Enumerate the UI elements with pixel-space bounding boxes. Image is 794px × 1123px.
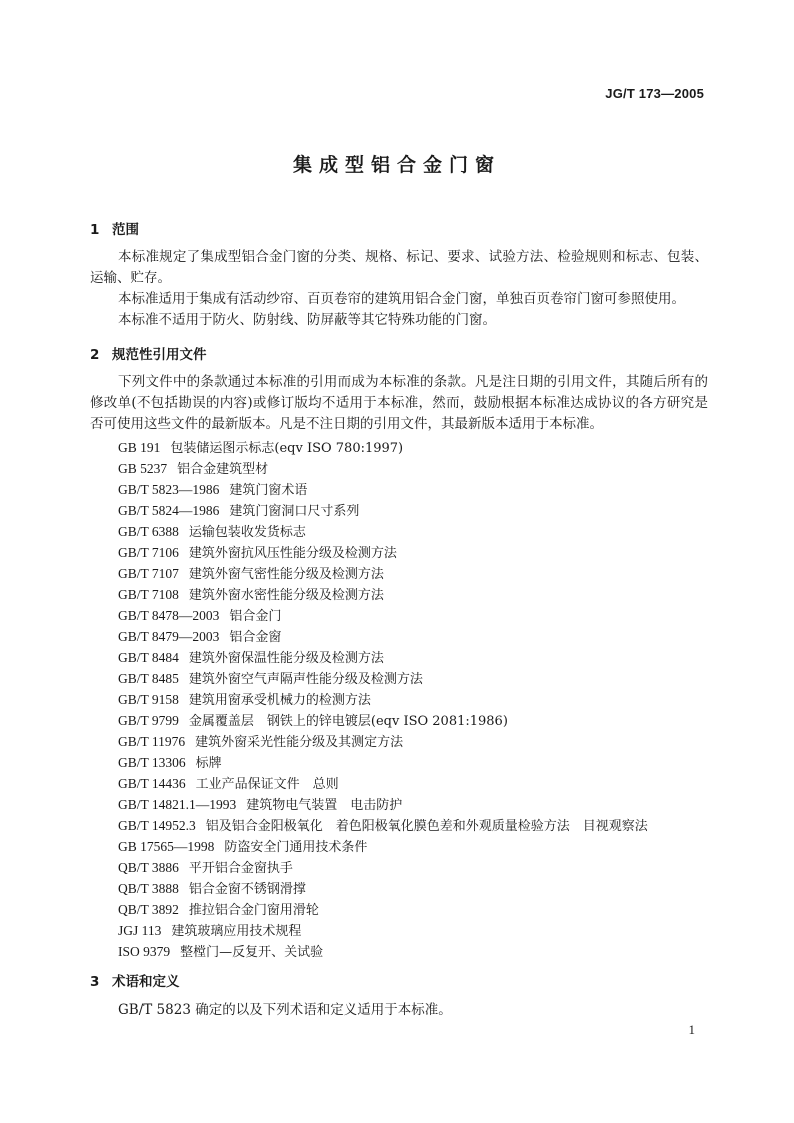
reference-code: QB/T 3886 [118, 860, 179, 875]
reference-code: GB/T 9799 [118, 713, 179, 728]
reference-item [118, 521, 648, 542]
reference-code: QB/T 3888 [118, 881, 179, 896]
section-1-heading [90, 218, 139, 238]
reference-title: 防盗安全门通用技术条件 [224, 840, 368, 855]
section-2-title: 规范性引用文件 [112, 347, 207, 363]
reference-code: GB/T 8478—2003 [118, 608, 220, 623]
reference-item [118, 773, 648, 794]
reference-item [118, 878, 648, 899]
reference-item [118, 920, 648, 941]
section-1-paragraph-2: 本标准适用于集成有活动纱帘、百页卷帘的建筑用铝合金门窗，单独百页卷帘门窗可参照使用。 [118, 291, 685, 307]
reference-item [118, 500, 648, 521]
reference-title: 铝合金窗不锈钢滑撑 [188, 882, 306, 897]
reference-code: GB/T 14436 [118, 776, 186, 791]
reference-code: GB/T 7106 [118, 545, 179, 560]
reference-title: 建筑外窗保温性能分级及检测方法 [188, 651, 384, 666]
reference-code: GB/T 9158 [118, 692, 179, 707]
reference-item [118, 605, 648, 626]
reference-code: JGJ 113 [118, 923, 162, 938]
reference-item [118, 668, 648, 689]
reference-code: GB/T 11976 [118, 734, 186, 749]
reference-item [118, 710, 648, 731]
section-1-paragraph-3: 本标准不适用于防火、防射线、防屏蔽等其它特殊功能的门窗。 [118, 312, 496, 328]
reference-code: GB/T 6388 [118, 524, 179, 539]
page-number: 1 [688, 1022, 695, 1037]
reference-title: 金属覆盖层 钢铁上的锌电镀层(eqv ISO 2081:1986) [188, 714, 508, 729]
reference-code: GB/T 5823—1986 [118, 482, 220, 497]
reference-code: GB/T 14821.1—1993 [118, 797, 237, 812]
reference-item [118, 458, 648, 479]
reference-title: 工业产品保证文件 总则 [195, 777, 339, 792]
reference-title: 建筑外窗抗风压性能分级及检测方法 [188, 546, 397, 561]
reference-code: QB/T 3892 [118, 902, 179, 917]
reference-item [118, 836, 648, 857]
section-2-number: 2 [90, 347, 100, 363]
reference-code: GB/T 7107 [118, 566, 179, 581]
section-2-paragraph-1: 下列文件中的条款通过本标准的引用而成为本标准的条款。凡是注日期的引用文件，其随后所有的修改单(不包括勘误的内容)或修订版均不适用于本标准，然而，鼓励根据本标准达成协议的各方研究是否可使用这些文件的最新版本。凡是不注日期的引用文件，其最新版本适用于本标准。 [90, 374, 708, 432]
reference-title: 整樘门—反复开、关试验 [180, 945, 324, 960]
reference-item [118, 437, 648, 458]
section-3-number: 3 [90, 974, 100, 990]
section-3-paragraph-1: GB/T 5823 确定的以及下列术语和定义适用于本标准。 [118, 1002, 452, 1018]
reference-code: GB/T 7108 [118, 587, 179, 602]
reference-item [118, 731, 648, 752]
reference-code: GB/T 8485 [118, 671, 179, 686]
reference-code: GB/T 5824—1986 [118, 503, 220, 518]
reference-title: 建筑外窗水密性能分级及检测方法 [188, 588, 384, 603]
section-1-paragraph-1: 本标准规定了集成型铝合金门窗的分类、规格、标记、要求、试验方法、检验规则和标志、包装、运输、贮存。 [90, 249, 708, 286]
reference-item [118, 563, 648, 584]
document-title: 集成型铝合金门窗 [292, 154, 501, 176]
reference-title: 铝合金门 [229, 609, 282, 624]
reference-title: 建筑用窗承受机械力的检测方法 [188, 693, 371, 708]
reference-item [118, 941, 648, 962]
reference-title: 推拉铝合金门窗用滑轮 [188, 903, 319, 918]
section-3-heading [90, 970, 180, 990]
reference-item [118, 584, 648, 605]
reference-title: 建筑物电气装置 电击防护 [246, 798, 403, 813]
reference-title: 平开铝合金窗执手 [188, 861, 293, 876]
reference-item [118, 542, 648, 563]
section-1-title: 范围 [112, 222, 139, 238]
reference-title: 运输包装收发货标志 [188, 525, 306, 540]
reference-item [118, 815, 648, 836]
reference-item [118, 857, 648, 878]
reference-title: 建筑外窗气密性能分级及检测方法 [188, 567, 384, 582]
reference-code: GB/T 13306 [118, 755, 186, 770]
reference-title: 铝合金建筑型材 [177, 462, 269, 477]
reference-item [118, 626, 648, 647]
reference-title: 建筑门窗洞口尺寸系列 [229, 504, 360, 519]
reference-title: 建筑玻璃应用技术规程 [171, 924, 302, 939]
reference-item [118, 794, 648, 815]
reference-item [118, 479, 648, 500]
reference-title: 建筑门窗术语 [229, 483, 308, 498]
reference-item [118, 752, 648, 773]
reference-code: GB 5237 [118, 461, 168, 476]
reference-code: GB/T 8479—2003 [118, 629, 220, 644]
reference-title: 铝及铝合金阳极氧化 着色阳极氧化膜色差和外观质量检验方法 目视观察法 [205, 819, 648, 834]
reference-code: GB/T 8484 [118, 650, 179, 665]
reference-item [118, 647, 648, 668]
normative-references-list [118, 437, 648, 962]
reference-title: 包装储运图示标志(eqv ISO 780:1997) [170, 441, 404, 456]
reference-code: GB 191 [118, 440, 161, 455]
section-1-number: 1 [90, 222, 100, 238]
reference-code: ISO 9379 [118, 944, 171, 959]
reference-code: GB/T 14952.3 [118, 818, 196, 833]
reference-item [118, 689, 648, 710]
section-3-title: 术语和定义 [112, 974, 180, 990]
section-2-heading [90, 343, 207, 363]
reference-title: 建筑外窗空气声隔声性能分级及检测方法 [188, 672, 423, 687]
reference-item [118, 899, 648, 920]
reference-title: 建筑外窗采光性能分级及其测定方法 [195, 735, 404, 750]
reference-code: GB 17565—1998 [118, 839, 215, 854]
reference-title: 铝合金窗 [229, 630, 282, 645]
standard-code: JG/T 173—2005 [605, 86, 704, 101]
reference-title: 标牌 [195, 756, 222, 771]
